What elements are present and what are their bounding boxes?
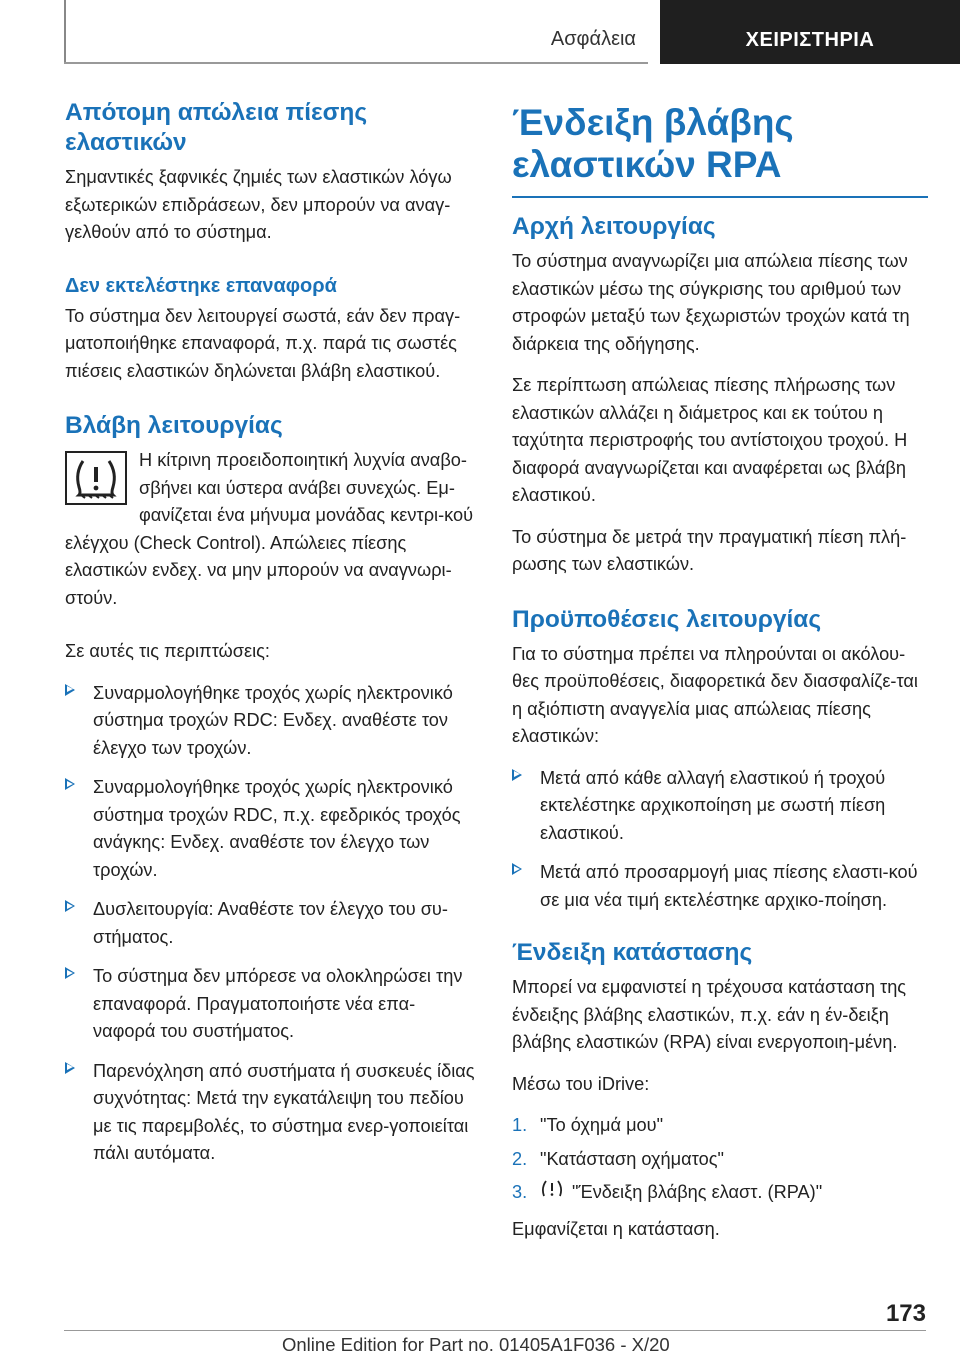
list-item: Το σύστημα δεν μπόρεσε να ολοκληρώσει την επαναφορά. Πραγματοποιήστε νέα επα-ναφορά του συστήματος. [65, 963, 475, 1046]
footer-edition: Online Edition for Part no. 01405A1F036 - X/20 [282, 1334, 670, 1355]
list-item: Μετά από προσαρμογή μιας πίεσης ελαστι-κού σε μια νέα τιμή εκτελέστηκε αρχικο-ποίηση. [512, 859, 928, 914]
heading-malfunction: Βλάβη λειτουργίας [65, 412, 283, 439]
conditions-list [512, 765, 928, 915]
right-column [512, 98, 928, 1257]
heading-no-reset: Δεν εκτελέστηκε επαναφορά [65, 274, 337, 297]
left-column [65, 98, 475, 1180]
triangle-bullet-icon [65, 900, 75, 912]
paragraph-principle-1: Το σύστημα αναγνωρίζει μια απώλεια πίεσης των ελαστικών μέσω της σύγκρισης του αριθμού των στροφών μεταξύ των ξεχωριστών τροχών κατά τη διάρκεια της οδήγησης. [512, 251, 910, 354]
triangle-bullet-icon [65, 967, 75, 979]
steps-list [512, 1112, 928, 1208]
header-left-rule [64, 0, 66, 64]
list-item: Μετά από κάθε αλλαγή ελαστικού ή τροχού εκτελέστηκε αρχικοποίηση με σωστή πίεση ελαστικού. [512, 765, 928, 848]
paragraph-status-shown: Εμφανίζεται η κατάσταση. [512, 1218, 720, 1239]
paragraph-requirements: Για το σύστημα πρέπει να πληρούνται οι ακόλου-θες προϋποθέσεις, διαφορετικά δεν διασφαλίζε-ται η αξιόπιστη αναγγελία μιας απώλειας πίεσης ελαστικών: [512, 643, 918, 746]
triangle-bullet-icon [512, 769, 522, 781]
page-number: 173 [885, 1300, 926, 1327]
heading-sudden-pressure-loss: Απότομη απώλεια πίεσης ελαστικών [65, 99, 368, 156]
step-item: 2. "Κατάσταση οχήματος" [512, 1148, 724, 1169]
heading-divider [512, 196, 928, 198]
triangle-bullet-icon [65, 1062, 75, 1074]
tire-warning-icon [65, 451, 127, 505]
heading-rpa: Ένδειξη βλάβης ελαστικών RPA [512, 102, 794, 185]
header-section-underline [64, 62, 648, 64]
tire-warning-small-icon [540, 1179, 564, 1208]
heading-principle: Αρχή λειτουργίας [512, 213, 716, 240]
header-section-label: Ασφάλεια [550, 28, 636, 50]
list-item: Δυσλειτουργία: Αναθέστε τον έλεγχο του συ-στήματος. [65, 896, 475, 951]
triangle-bullet-icon [65, 778, 75, 790]
list-item: Συναρμολογήθηκε τροχός χωρίς ηλεκτρονικό σύστημα τροχών RDC: Ενδεχ. αναθέστε τον έλεγχο των τροχών. [65, 680, 475, 763]
cases-intro: Σε αυτές τις περιπτώσεις: [65, 641, 270, 661]
cases-list [65, 680, 475, 1168]
paragraph-warning-lamp: Η κίτρινη προειδοποιητική λυχνία αναβο-σβήνει και ύστερα ανάβει συνεχώς. Εμ-φανίζεται ένα μήνυμα μονάδας κεντρι-κού ελέγχου (Check Control). Απώλειες πίεσης ελαστικών ενδεχ. να μην μπορούν να αναγνωρι-στούν. [65, 450, 474, 608]
paragraph-no-reset: Το σύστημα δεν λειτουργεί σωστά, εάν δεν πραγ-ματοποιήθηκε επαναφορά, π.χ. παρά τις σωστές πιέσεις ελαστικών δηλώνεται βλάβη ελαστικού. [65, 305, 461, 381]
paragraph-principle-3: Το σύστημα δε μετρά την πραγματική πίεση πλή-ρωσης των ελαστικών. [512, 526, 907, 574]
step-item: 3. "Ένδειξη βλάβης ελαστ. (RPA)" [512, 1179, 928, 1208]
paragraph-sudden-pressure-loss: Σημαντικές ξαφνικές ζημιές των ελαστικών λόγω εξωτερικών επιδράσεων, δεν μπορούν να αναγ-γελθούν από το σύστημα. [65, 167, 452, 242]
heading-status-display: Ένδειξη κατάστασης [512, 939, 753, 966]
step-item: 1. "Το όχημά μου" [512, 1115, 664, 1135]
list-item: Παρενόχληση από συστήματα ή συσκευές ίδιας συχνότητας: Μετά την εγκατάλειψη του πεδίου με τις παρεμβολές, το σύστημα ενερ-γοποιείται πάλι αυτόματα. [65, 1058, 475, 1168]
triangle-bullet-icon [65, 684, 75, 696]
warning-block [65, 447, 475, 612]
triangle-bullet-icon [512, 863, 522, 875]
footer-divider [64, 1330, 926, 1331]
paragraph-idrive: Μέσω του iDrive: [512, 1073, 650, 1094]
heading-requirements: Προϋποθέσεις λειτουργίας [512, 605, 822, 633]
list-item: Συναρμολογήθηκε τροχός χωρίς ηλεκτρονικό σύστημα τροχών RDC, π.χ. εφεδρικός τροχός ανάγκης: Ενδεχ. αναθέστε τον έλεγχο των τροχών. [65, 774, 475, 884]
header-chapter-tab: ΧΕΙΡΙΣΤΗΡΙΑ [660, 0, 960, 64]
paragraph-principle-2: Σε περίπτωση απώλειας πίεσης πλήρωσης των ελαστικών αλλάζει η διάμετρος και εκ τούτου η ταχύτητα περιστροφής του αντίστοιχου τροχού. Η διαφορά αναγνωρίζεται και αναφέρεται ως βλάβη ελαστικού. [512, 375, 908, 505]
paragraph-status-display: Μπορεί να εμφανιστεί η τρέχουσα κατάσταση της ένδειξης βλάβης ελαστικών, π.χ. εάν η έν-δειξη βλάβης ελαστικών (RPA) είναι ενεργοποιη-μένη. [512, 977, 907, 1052]
